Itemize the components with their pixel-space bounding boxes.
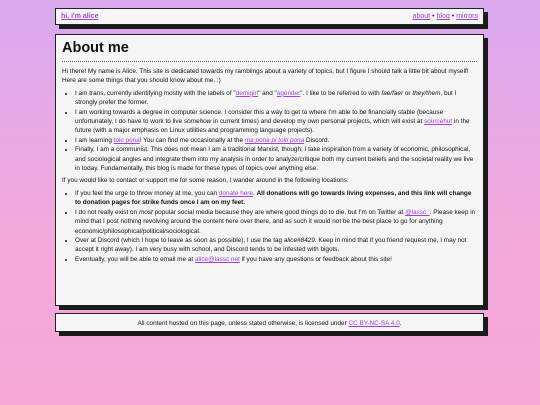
text: popular social media because they are where good things do to die, but I'm on Twitter at — [152, 208, 406, 216]
nav-separator: • — [451, 13, 455, 20]
text: If you feel the urge to throw money at me, you can — [75, 189, 219, 197]
nav-separator: • — [432, 13, 435, 20]
main-content — [55, 34, 484, 306]
nav-about-link[interactable]: about — [412, 13, 431, 20]
list-item-cs — [75, 108, 477, 136]
nav-blog-link[interactable]: blog — [436, 13, 450, 20]
text: , but I strongly prefer the former. — [75, 89, 457, 107]
site-nav — [413, 13, 478, 20]
list-item-email — [75, 255, 477, 264]
text: ". I like to be referred to with — [300, 89, 382, 97]
text: Over at Discord (which I hope to leave as soon as possible), I use the tag — [75, 236, 284, 244]
text: I am learning — [75, 136, 114, 144]
text: . Please keep in mind that I post nothing revolving around the content here over there, and as such it would not be the best place to go for anything economic/philosophical/political/sociological. — [75, 208, 476, 235]
text: Discord. — [304, 136, 330, 144]
list-item-donate — [75, 189, 477, 208]
contact-intro: If you would like to contact or support me for some reason, I wander around in the following locations: — [62, 177, 349, 185]
email-link[interactable]: alice@lassc.net — [194, 255, 240, 263]
demigirl-link[interactable]: demigirl — [235, 89, 259, 97]
list-item-twitter — [75, 208, 477, 236]
facts-list — [62, 89, 477, 174]
text: or — [403, 89, 413, 97]
donate-link[interactable]: donate here — [218, 189, 253, 197]
pronoun-text: they/them — [412, 89, 441, 97]
title-divider — [62, 61, 477, 62]
ma-pona-link[interactable]: ma pona pi toki pona — [244, 136, 305, 144]
donation-note: All donations will go towards living expenses, and this link will change to donation pages for strike funds once I am on my feet. — [75, 189, 472, 207]
list-item-discord — [75, 236, 477, 255]
pronoun-text: fae/faer — [381, 89, 404, 97]
text: if you have any questions or feedback about this site! — [239, 255, 392, 263]
site-footer — [55, 313, 484, 332]
text: in current times) and develop my own personal projects, which will exist at — [211, 118, 425, 126]
text: Eventually, you will be able to email me at — [75, 255, 195, 263]
license-text: All content hosted on this page, unless stated otherwise, is licensed under — [137, 320, 349, 327]
text: ! You can find me occasionally at the — [139, 136, 245, 144]
home-link[interactable]: hi, i'm alice — [61, 13, 99, 20]
text: I do not really exist on — [75, 208, 139, 216]
text: " and " — [258, 89, 277, 97]
agender-link[interactable]: agender — [276, 89, 301, 97]
discord-tag: alice#8429 — [283, 236, 315, 244]
list-item-communist: • Finally, I am a communist. This does not mean I am a traditional Marxist, though; I take inspiration from a variety of economic, philosophical, and sociological angles and integrate them into my analysis in order to analyze/critique both my current beliefs and the societal reality we live in today. Fundamentally, this blog is made for these types of topics over anything else. — [75, 145, 477, 173]
page-title: About me — [62, 40, 129, 56]
text: I am working towards a degree in computer science. I consider this a way to get to where I'm able to be financially stable (because unfortunately, I do have to work to live — [75, 108, 444, 126]
site-header — [55, 8, 484, 25]
text: . — [253, 189, 257, 197]
contacts-list — [62, 189, 477, 264]
emphasis-text: most — [138, 208, 153, 216]
text: in the future (with a major emphasis on Linux utilities and programming language projects). — [75, 118, 470, 135]
text: . Keep in mind that if you friend request me, I may not accept it right away). I am very busy with school, and Discord tends to be infested with bigots. — [75, 236, 467, 254]
toki-pona-link[interactable]: toki pona — [113, 136, 140, 144]
twitter-link[interactable]: @lassc_ — [405, 208, 430, 216]
nav-mirrors-link[interactable]: mirrors — [456, 13, 478, 20]
emphasis-text: somehow — [183, 118, 212, 126]
intro-paragraph: Hi there! My name is Alice. This site is dedicated towards my ramblings about a variety of topics, but I figure I should talk a little bit about myself! Here are some things that you should know about me. :) — [62, 68, 469, 85]
sourcehut-link[interactable]: sourcehut — [424, 118, 453, 126]
list-item-trans — [75, 89, 477, 108]
list-item-tokipona — [75, 136, 477, 145]
text: I am trans, currently identifying mostly with the labels of " — [75, 89, 236, 97]
license-link[interactable]: CC BY-NC-SA 4.0 — [348, 320, 400, 327]
text: . — [399, 320, 402, 327]
